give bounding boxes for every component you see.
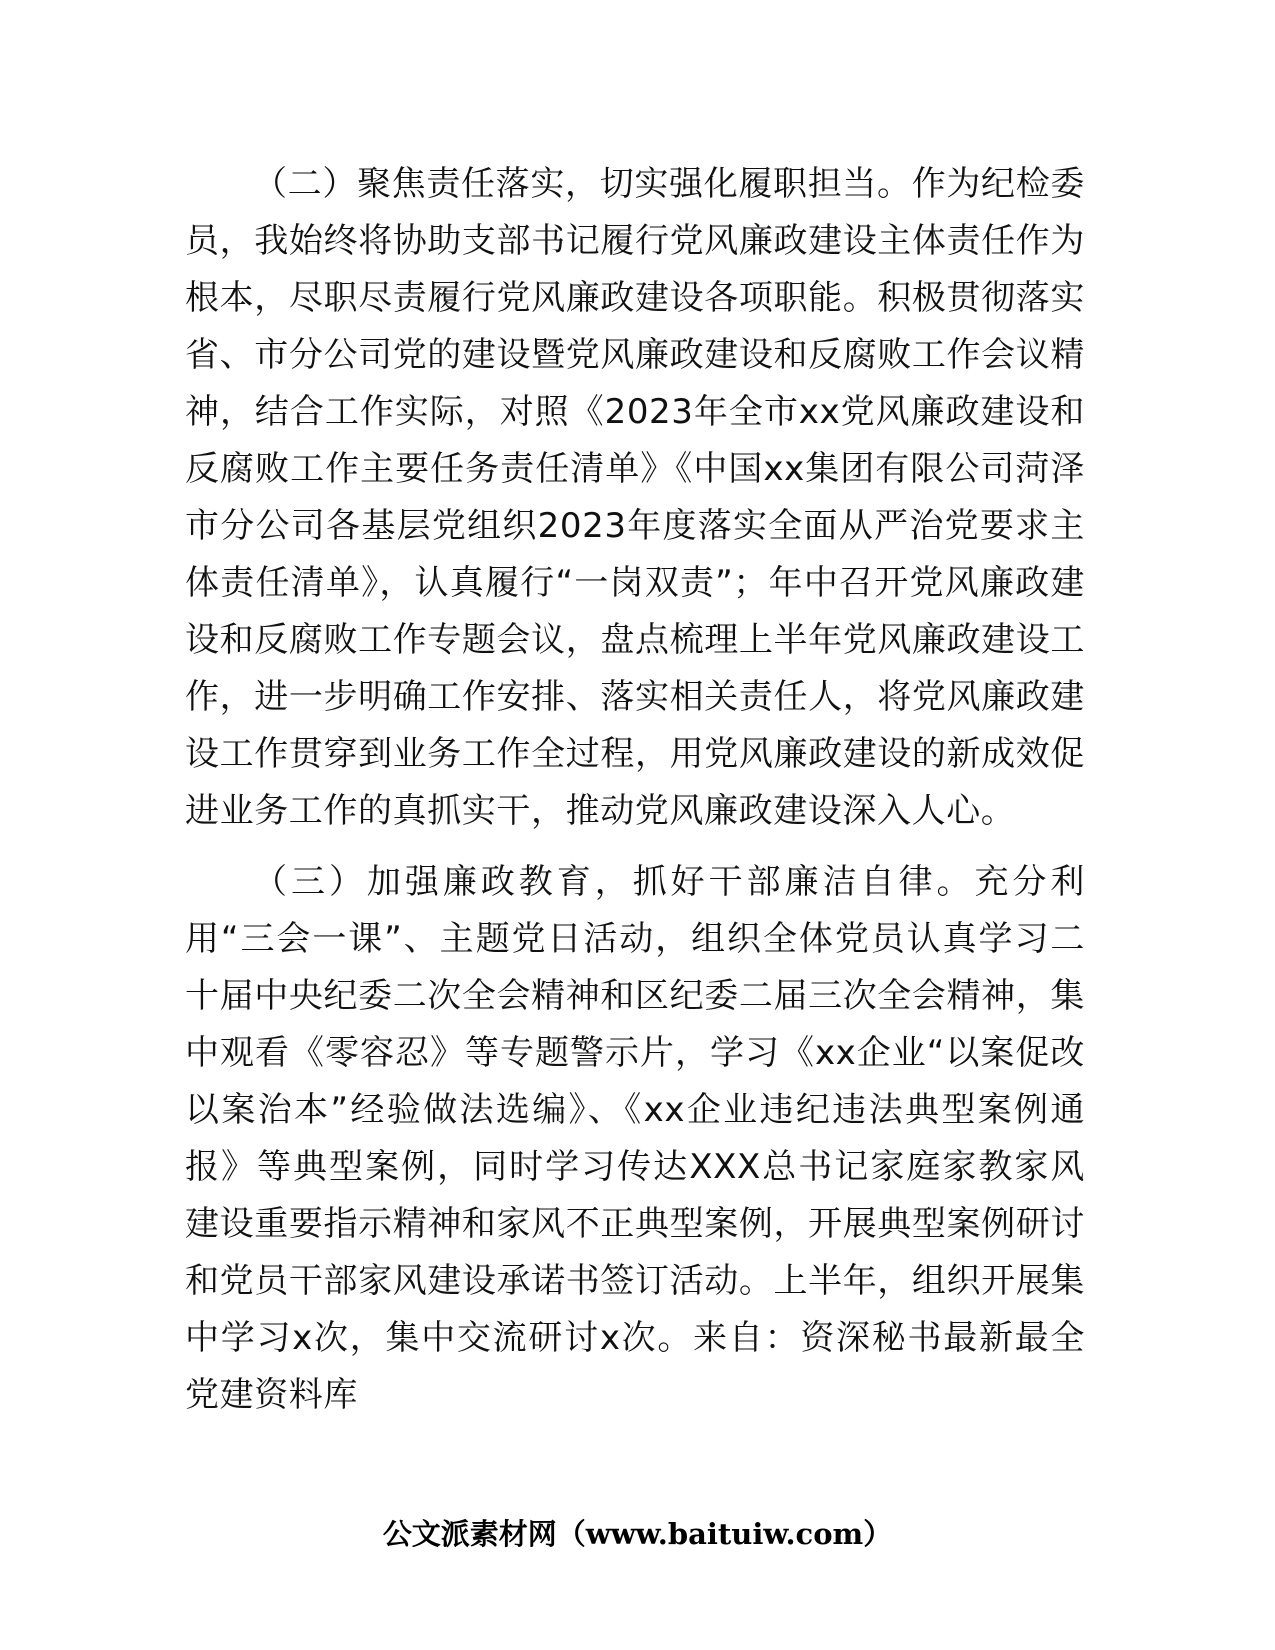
- footer-watermark: 公文派素材网（www.baituiw.com）: [382, 1517, 893, 1551]
- paragraph-responsibility: （二）聚焦责任落实，切实强化履职担当。作为纪检委员，我始终将协助支部书记履行党风廉政建设主体责任作为根本，尽职尽责履行党风廉政建设各项职能。积极贯彻落实省、市分公司党的建设暨党风廉政建设和反腐败工作会议精神，结合工作实际，对照《2023年全市xx党风廉政建设和反腐败工作主要任务责任清单》《中国xx集团有限公司菏泽市分公司各基层党组织2023年度落实全面从严治党要求主体责任清单》，认真履行“一岗双责”；年中召开党风廉政建设和反腐败工作专题会议，盘点梳理上半年党风廉政建设工作，进一步明确工作安排、落实相关责任人，将党风廉政建设工作贯穿到业务工作全过程，用党风廉政建设的新成效促进业务工作的真抓实干，推动党风廉政建设深入人心。: [185, 164, 1085, 831]
- paragraph-integrity-education: （三）加强廉政教育，抓好干部廉洁自律。充分利用“三会一课”、主题党日活动，组织全体党员认真学习二十届中央纪委二次全会精神和区纪委二届三次全会精神，集中观看《零容忍》等专题警示片，学习《xx企业“以案促改以案治本”经验做法选编》、《xx企业违纪违法典型案例通报》等典型案例，同时学习传达XXX总书记家庭家教家风建设重要指示精神和家风不正典型案例，开展典型案例研讨和党员干部家风建设承诺书签订活动。上半年，组织开展集中学习x次，集中交流研讨x次。来自：资深秘书最新最全党建资料库: [185, 862, 1085, 1415]
- document-body: [185, 156, 1085, 1424]
